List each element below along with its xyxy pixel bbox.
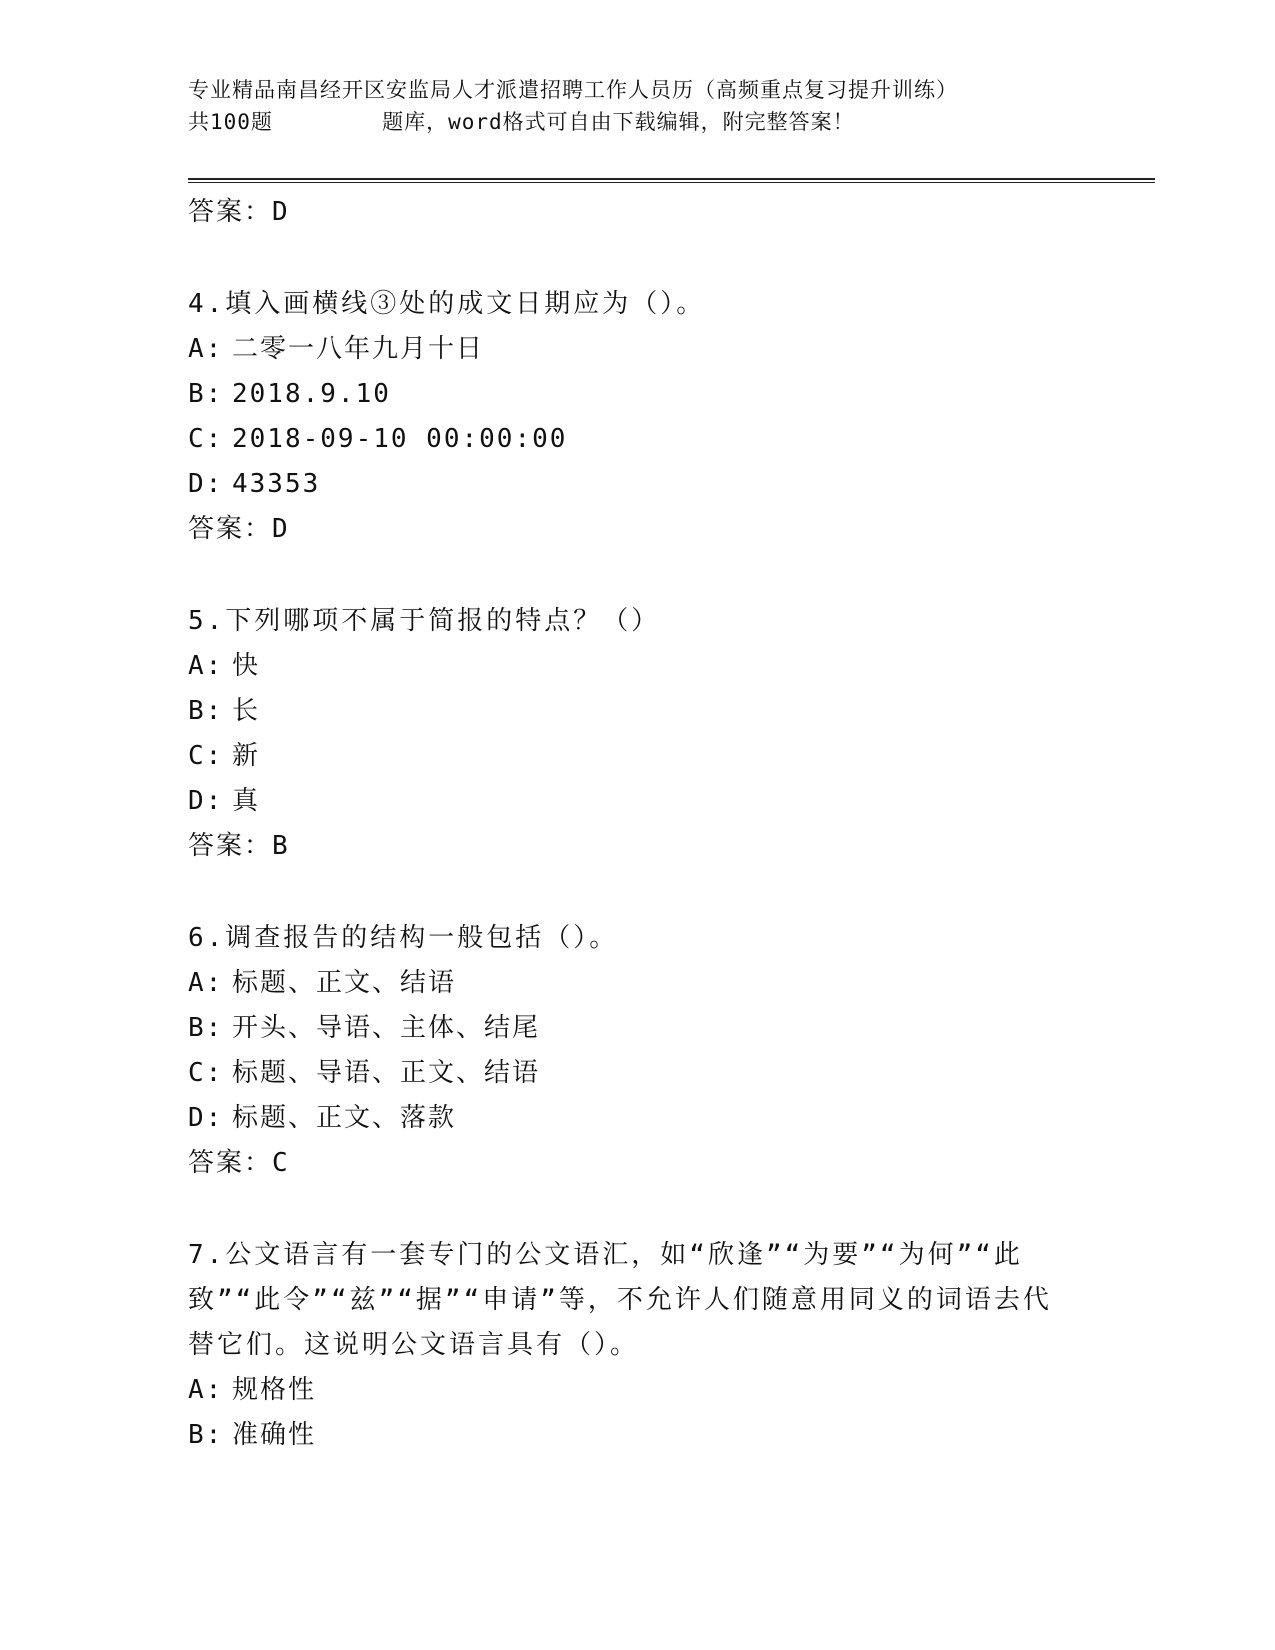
- option-letter: C:: [188, 741, 224, 771]
- option-text: 43353: [232, 469, 321, 499]
- option-a: [188, 961, 1068, 1006]
- option-text: 长: [232, 696, 261, 726]
- answer-line: 答案：D: [188, 197, 290, 227]
- option-d: [188, 779, 1068, 824]
- question-item: [188, 1233, 1068, 1458]
- option-b: [188, 1006, 1068, 1051]
- question-stem: 4.填入画横线③处的成文日期应为（）。: [188, 289, 706, 319]
- header-title: 专业精品南昌经开区安监局人才派遣招聘工作人员历（高频重点复习提升训练）: [188, 78, 958, 102]
- option-letter: B:: [188, 696, 224, 726]
- option-text: 标题、正文、结语: [232, 968, 457, 998]
- option-text: 标题、正文、落款: [232, 1103, 457, 1133]
- option-a: [188, 644, 1068, 689]
- option-d: [188, 462, 1068, 507]
- option-letter: B:: [188, 1420, 224, 1450]
- option-text: 2018-09-10 00:00:00: [232, 424, 568, 454]
- option-letter: D:: [188, 786, 224, 816]
- option-text: 准确性: [232, 1420, 317, 1450]
- option-text: 标题、导语、正文、结语: [232, 1058, 541, 1088]
- option-letter: B:: [188, 1013, 224, 1043]
- question-stem: 6.调查报告的结构一般包括（）。: [188, 923, 619, 953]
- option-letter: C:: [188, 424, 224, 454]
- option-text: 二零一八年九月十日: [232, 334, 485, 364]
- option-letter: A:: [188, 1375, 224, 1405]
- option-letter: B:: [188, 379, 224, 409]
- question-item: [188, 282, 1068, 552]
- option-letter: D:: [188, 1103, 224, 1133]
- option-b: [188, 372, 1068, 417]
- option-letter: A:: [188, 334, 224, 364]
- option-letter: A:: [188, 651, 224, 681]
- option-b: [188, 1413, 1068, 1458]
- option-text: 真: [232, 786, 261, 816]
- page-header: [188, 74, 1088, 138]
- option-letter: A:: [188, 968, 224, 998]
- question-item: [188, 916, 1068, 1186]
- option-letter: C:: [188, 1058, 224, 1088]
- question-item: [188, 599, 1068, 869]
- option-text: 新: [232, 741, 261, 771]
- option-b: [188, 689, 1068, 734]
- option-a: [188, 327, 1068, 372]
- option-text: 2018.9.10: [232, 379, 391, 409]
- header-subtitle: 共100题 题库，word格式可自由下载编辑，附完整答案！: [188, 110, 855, 134]
- option-c: [188, 734, 1068, 779]
- option-text: 开头、导语、主体、结尾: [232, 1013, 541, 1043]
- option-d: [188, 1096, 1068, 1141]
- question-stem: 5.下列哪项不属于简报的特点？（）: [188, 606, 661, 636]
- option-text: 快: [232, 651, 261, 681]
- header-divider: [188, 178, 1155, 183]
- option-text: 规格性: [232, 1375, 317, 1405]
- question-stem: 7.公文语言有一套专门的公文语汇，如“欣逢”“为要”“为何”“此致”“此令”“兹”“据”“申请”等，不允许人们随意用同义的词语去代替它们。这说明公文语言具有（）。: [188, 1240, 1052, 1360]
- option-c: [188, 1051, 1068, 1096]
- option-c: [188, 417, 1068, 462]
- option-letter: D:: [188, 469, 224, 499]
- option-a: [188, 1368, 1068, 1413]
- answer-line: 答案：B: [188, 831, 290, 861]
- question-list: [188, 190, 1068, 1458]
- answer-line: 答案：C: [188, 1148, 290, 1178]
- answer-line: 答案：D: [188, 514, 290, 544]
